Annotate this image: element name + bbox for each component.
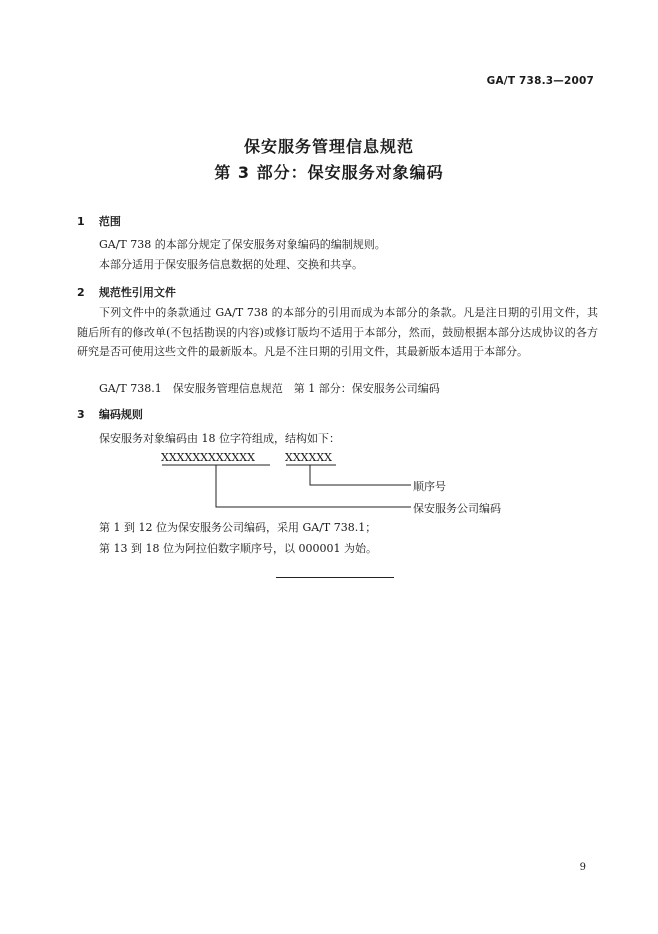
section-1-line-2: 本部分适用于保安服务信息数据的处理、交换和共享。 <box>99 258 363 271</box>
section-2-reference: GA/T 738.1 保安服务管理信息规范 第 1 部分：保安服务公司编码 <box>99 382 440 395</box>
sequence-leader-line <box>310 465 411 485</box>
section-3-line-1: 第 1 到 12 位为保安服务公司编码，采用 GA/T 738.1； <box>99 521 377 534</box>
company-leader-line <box>216 465 411 507</box>
document-title: 保安服务管理信息规范 <box>243 137 414 156</box>
label-sequence-number: 顺序号 <box>413 480 446 493</box>
section-3-intro: 保安服务对象编码由 18 位字符组成，结构如下： <box>99 432 340 445</box>
section-title: 编码规则 <box>98 408 143 421</box>
end-rule <box>276 577 394 578</box>
section-title: 规范性引用文件 <box>98 286 176 299</box>
label-company-code: 保安服务公司编码 <box>413 502 501 515</box>
page-number: 9 <box>579 862 586 873</box>
section-2-paragraph: 下列文件中的条款通过 GA/T 738 的本部分的引用而成为本部分的条款。凡是注日期的引用文件，其随后所有的修改单(不包括勘误的内容)或修订版均不适用于本部分，然而，鼓励根据本部分达成协议的各方研究是否可使用这些文件的最新版本。凡是不注日期的引用文件，其最新版本适用于本部分。 <box>77 306 598 358</box>
document-subtitle: 第 3 部分：保安服务对象编码 <box>214 163 444 182</box>
code-company-part: XXXXXXXXXXXX <box>161 451 255 464</box>
section-title: 范围 <box>98 215 121 228</box>
section-number: 2 <box>77 286 85 299</box>
standard-code: GA/T 738.3—2007 <box>486 75 594 87</box>
section-number: 3 <box>77 408 85 421</box>
section-3-line-2: 第 13 到 18 位为阿拉伯数字顺序号，以 000001 为始。 <box>99 542 377 555</box>
section-1-line-1: GA/T 738 的本部分规定了保安服务对象编码的编制规则。 <box>99 238 386 251</box>
section-number: 1 <box>77 215 85 228</box>
code-sequence-part: XXXXXX <box>285 451 332 464</box>
